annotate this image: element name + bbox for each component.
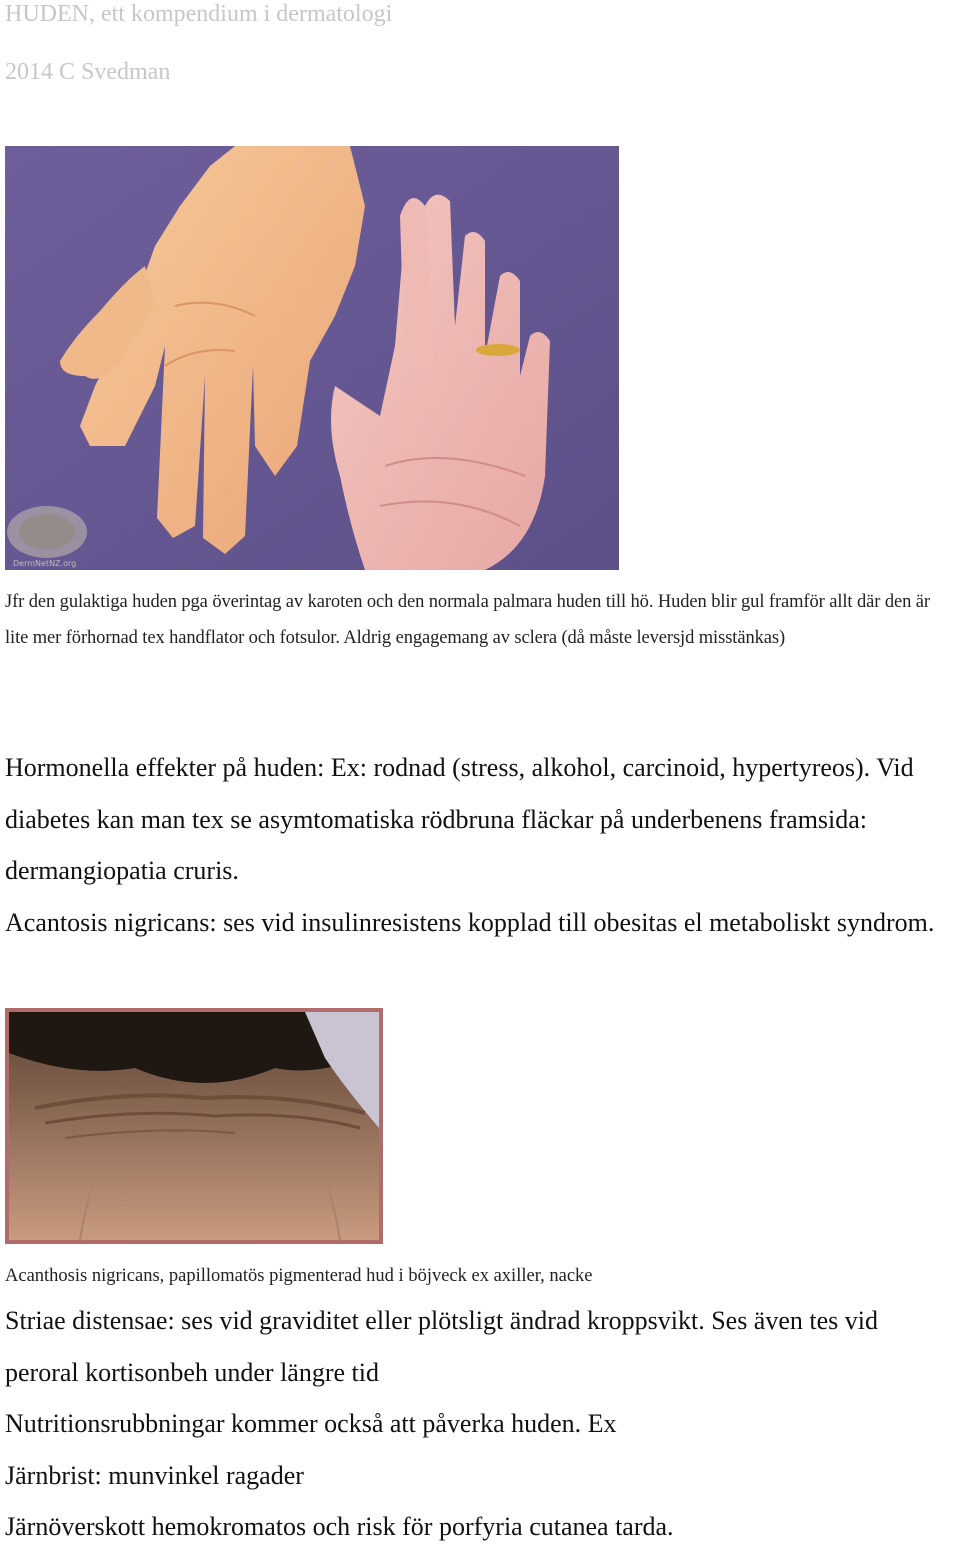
neck-caption: Acanthosis nigricans, papillomatös pigmenterad hud i böjveck ex axiller, nacke xyxy=(5,1266,593,1286)
gold-ring xyxy=(476,344,520,356)
nutrition-paragraph: Nutritionsrubbningar kommer också att påverka huden. Ex xyxy=(5,1409,617,1438)
document-title: HUDEN, ett kompendium i dermatologi xyxy=(5,1,393,27)
neck-photo xyxy=(5,1008,383,1244)
acanthosis-neck-figure xyxy=(5,1008,383,1244)
striae-paragraph: Striae distensae: ses vid graviditet eller plötsligt ändrad kroppsvikt. Ses även tes vid peroral kortisonbeh under längre tid xyxy=(5,1306,878,1387)
document-author-line: 2014 C Svedman xyxy=(5,59,171,85)
iron-overload-line: Järnöverskott hemokromatos och risk för porfyria cutanea tarda. xyxy=(5,1512,674,1541)
hands-comparison-figure xyxy=(5,146,619,570)
hands-photo xyxy=(5,146,619,570)
watermark-text: DermNetNZ.org xyxy=(13,559,77,568)
hormonal-paragraph: Hormonella effekter på huden: Ex: rodnad (stress, alkohol, carcinoid, hypertyreos). Vid diabetes kan man tex se asymtomatiska rödbruna fläckar på underbenens framsida: dermangiopatia cruris. xyxy=(5,753,914,885)
hormonal-effects-section xyxy=(5,742,955,948)
iron-deficiency-line: Järnbrist: munvinkel ragader xyxy=(5,1460,304,1490)
striae-nutrition-section xyxy=(5,1295,955,1553)
hands-caption: Jfr den gulaktiga huden pga överintag av karoten och den normala palmara huden till hö. Huden blir gul framför allt där den är lite mer förhornad tex handflator och fotsulor. Aldrig engagemang av sclera (då måste leversjd misstänkas) xyxy=(5,592,930,648)
dermnet-logo-icon xyxy=(7,506,87,568)
acantosis-paragraph: Acantosis nigricans: ses vid insulinresistens kopplad till obesitas el metaboliskt syndrom. xyxy=(5,907,935,937)
